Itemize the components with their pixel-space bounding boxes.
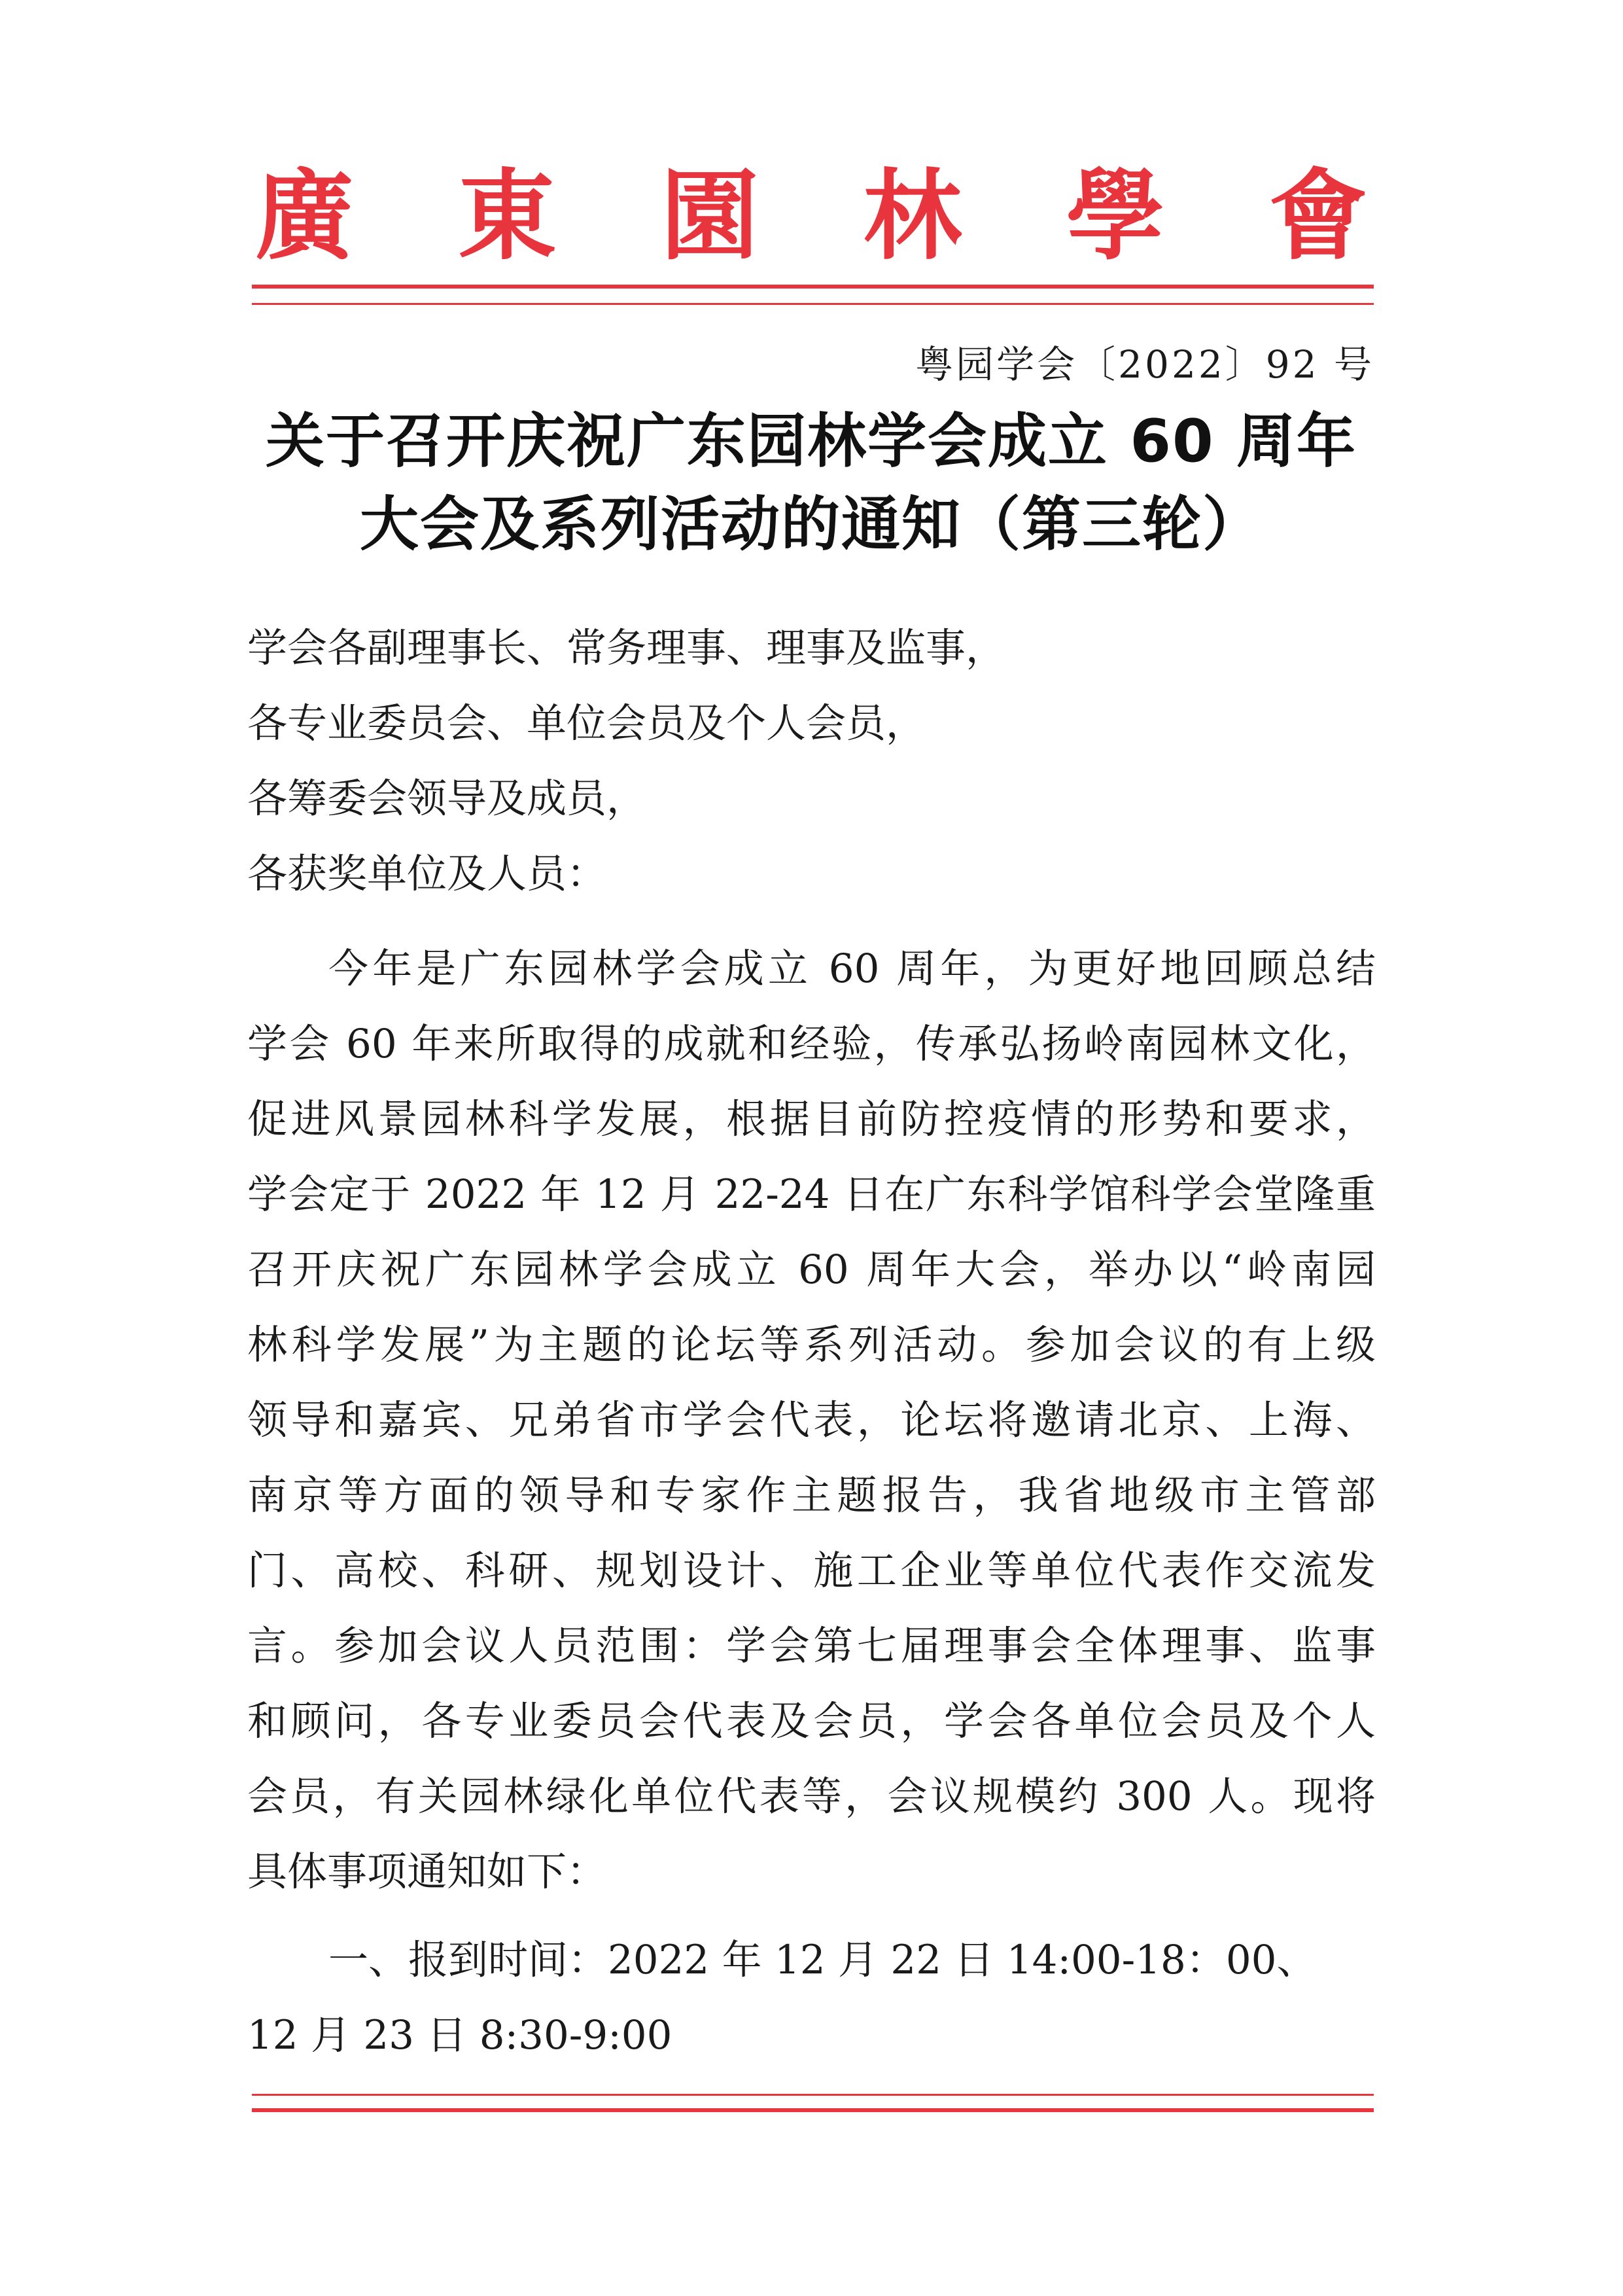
body-line: 言。参加会议人员范围：学会第七届理事会全体理事、监事 (247, 1623, 1376, 1669)
recipient-line: 各专业委员会、单位会员及个人会员， (247, 700, 926, 747)
body-line: 会员，有关园林绿化单位代表等，会议规模约 300 人。现将 (247, 1773, 1376, 1820)
recipient-line: 各筹委会领导及成员， (247, 775, 647, 822)
letterhead-char: 園 (660, 158, 759, 274)
document-title-line-1: 关于召开庆祝广东园林学会成立 60 周年 (266, 407, 1357, 476)
body-line: 和顾问，各专业委员会代表及会员，学会各单位会员及个人 (247, 1698, 1376, 1744)
item-1-line-2: 12 月 23 日 8:30-9:00 (247, 2012, 672, 2058)
footer-rule-thin (252, 2094, 1374, 2096)
body-line: 召开庆祝广东园林学会成立 60 周年大会，举办以“岭南园 (247, 1246, 1376, 1293)
letterhead-char: 學 (1066, 158, 1164, 274)
recipient-line: 学会各副理事长、常务理事、理事及监事， (247, 625, 1006, 671)
body-line: 具体事项通知如下： (247, 1848, 607, 1895)
body-line: 领导和嘉宾、兄弟省市学会代表，论坛将邀请北京、上海、 (247, 1397, 1376, 1443)
body-line: 学会 60 年来所取得的成就和经验，传承弘扬岭南园林文化， (247, 1021, 1376, 1067)
letterhead-char: 林 (863, 158, 962, 274)
document-number: 粤园学会〔2022〕92 号 (915, 342, 1374, 387)
body-line: 促进风景园林科学发展，根据目前防控疫情的形势和要求， (247, 1096, 1376, 1142)
item-1-line-1: 一、报到时间：2022 年 12 月 22 日 14:00-18：00、 (328, 1937, 1317, 1983)
letterhead (255, 160, 1367, 272)
recipient-line: 各获奖单位及人员： (247, 851, 607, 897)
document-title-line-2: 大会及系列活动的通知（第三轮） (360, 490, 1263, 559)
letterhead-char: 會 (1268, 158, 1367, 274)
header-rule-thick (252, 285, 1374, 289)
body-line: 门、高校、科研、规划设计、施工企业等单位代表作交流发 (247, 1547, 1376, 1594)
letterhead-char: 東 (457, 158, 556, 274)
letterhead-char: 廣 (255, 158, 354, 274)
body-line: 林科学发展”为主题的论坛等系列活动。参加会议的有上级 (247, 1322, 1376, 1368)
header-rule-thin (252, 303, 1374, 305)
footer-rule-thick (252, 2108, 1374, 2112)
body-line: 今年是广东园林学会成立 60 周年，为更好地回顾总结 (328, 945, 1376, 992)
body-line: 南京等方面的领导和专家作主题报告，我省地级市主管部 (247, 1472, 1376, 1519)
body-line: 学会定于 2022 年 12 月 22-24 日在广东科学馆科学会堂隆重 (247, 1171, 1376, 1218)
